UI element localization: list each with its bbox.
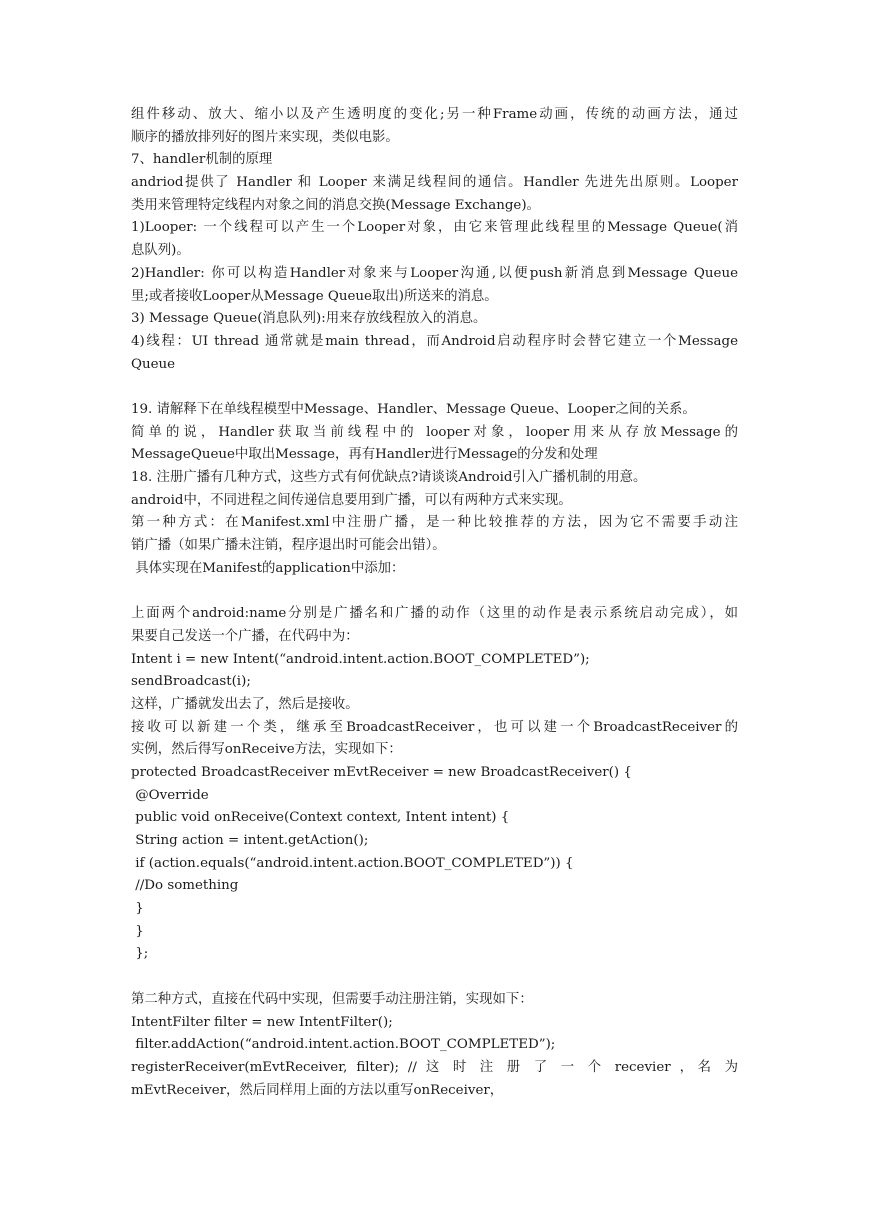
text-line: } — [131, 923, 144, 939]
blank-line — [131, 966, 738, 989]
text-line: 上面两个android:name分别是广播名和广播的动作（这里的动作是表示系统启动完成），如 — [131, 606, 738, 622]
text-line: 19. 请解释下在单线程模型中Message、Handler、Message Queue、Looper之间的关系。 — [131, 401, 696, 417]
text-line: 1)Looper: 一个线程可以产生一个Looper对象，由它来管理此线程里的Message Queue(消 — [131, 220, 738, 236]
text-line: 18. 注册广播有几种方式，这些方式有何优缺点?请谈谈Android引入广播机制的用意。 — [131, 470, 647, 485]
text-line: protected BroadcastReceiver mEvtReceiver = new BroadcastReceiver() { — [131, 764, 632, 780]
text-line: mEvtReceiver，然后同样用上面的方法以重写onReceiver， — [131, 1082, 504, 1098]
text-line: } — [131, 901, 144, 917]
text-line: 组件移动、放大、缩小以及产生透明度的变化;另一种Frame动画，传统的动画方法，通过 — [131, 107, 738, 122]
text-line: String action = intent.getAction(); — [131, 833, 369, 848]
text-line: MessageQueue中取出Message，再有Handler进行Message的分发和处理 — [131, 447, 598, 463]
text-line: 4)线程：UI thread 通常就是main thread，而Android启动程序时会替它建立一个Message — [131, 333, 738, 349]
text-line: 这样，广播就发出去了，然后是接收。 — [131, 696, 359, 712]
text-line: 简单的说，Handler获取当前线程中的 looper对象，looper用来从存放Message的 — [131, 424, 738, 440]
text-line: Queue — [131, 356, 176, 372]
text-line: 3) Message Queue(消息队列):用来存放线程放入的消息。 — [131, 311, 487, 327]
text-line: registerReceiver(mEvtReceiver, filter); // 这 时 注 册 了 一 个 recevier ，名 为 — [131, 1059, 738, 1075]
text-line: sendBroadcast(i); — [131, 674, 251, 690]
text-line: 类用来管理特定线程内对象之间的消息交换(Message Exchange)。 — [131, 197, 540, 213]
text-line: if (action.equals(“android.intent.action.BOOT_COMPLETED”)) { — [131, 855, 574, 871]
text-line: 里;或者接收Looper从Message Queue取出)所送来的消息。 — [131, 288, 498, 304]
text-line: IntentFilter filter = new IntentFilter(); — [131, 1014, 393, 1030]
text-line: Intent i = new Intent(“android.intent.action.BOOT_COMPLETED”); — [131, 651, 590, 667]
text-line: 第二种方式，直接在代码中实现，但需要手动注册注销，实现如下： — [131, 991, 533, 1007]
text-line: android中，不同进程之间传递信息要用到广播，可以有两种方式来实现。 — [131, 492, 572, 508]
text-line: 7、handler机制的原理 — [131, 152, 273, 168]
text-line: filter.addAction(“android.intent.action.BOOT_COMPLETED”); — [131, 1037, 556, 1053]
text-line: public void onReceive(Context context, Intent intent) { — [131, 810, 510, 826]
text-line: }; — [131, 946, 149, 962]
text-line: 第一种方式：在Manifest.xml中注册广播，是一种比较推荐的方法，因为它不需要手动注 — [131, 515, 738, 531]
text-line: //Do something — [131, 878, 239, 894]
blank-line — [131, 376, 738, 399]
text-line: 销广播（如果广播未注销，程序退出时可能会出错）。 — [131, 538, 446, 554]
document-page — [131, 104, 738, 1102]
text-line: 果要自己发送一个广播，在代码中为： — [131, 628, 359, 644]
text-line: @Override — [131, 787, 209, 803]
text-line: 实例，然后得写onReceive方法，实现如下： — [131, 742, 402, 758]
text-line: 具体实现在Manifest的application中添加： — [131, 560, 405, 576]
text-line: 顺序的播放排列好的图片来实现，类似电影。 — [131, 129, 399, 145]
blank-line — [131, 580, 738, 603]
text-line: 息队列)。 — [131, 243, 190, 259]
text-line: andriod提供了 Handler 和 Looper 来满足线程间的通信。Handler 先进先出原则。Looper — [131, 175, 738, 191]
text-line: 2)Handler: 你可以构造Handler对象来与Looper沟通,以便push新消息到Message Queue — [131, 265, 738, 281]
text-line: 接收可以新建一个类，继承至BroadcastReceiver，也可以建一个BroadcastReceiver的 — [131, 719, 738, 735]
